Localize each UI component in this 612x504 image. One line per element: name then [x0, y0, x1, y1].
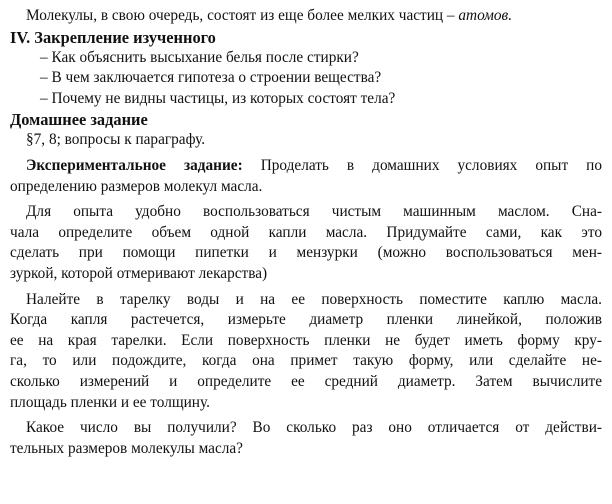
paragraph-line: ее на края тарелки. Если поверхность пленки не будет иметь форму кру- — [10, 331, 602, 349]
intro-sentence — [10, 6, 602, 27]
experiment-task — [10, 156, 602, 197]
intro-text: Молекулы, в свою очередь, состоят из еще более мелких частиц – — [26, 7, 459, 24]
review-questions-list — [10, 48, 602, 110]
experiment-lead: Экспериментальное задание: — [26, 156, 243, 174]
paragraph-line: Когда капля растечется, измерьте диаметр пленки линейкой, положив — [10, 311, 602, 329]
review-question: – Почему не видны частицы, из которых состоят тела? — [40, 89, 396, 107]
paragraph-line: Какое число вы получили? Во сколько раз оно отличается от действи- — [26, 419, 602, 437]
homework-title: Домашнее задание — [10, 110, 148, 130]
experiment-line: определению размеров молекул масла. — [10, 177, 263, 195]
paragraph-line: чала определите объем одной капли масла. Придумайте сами, как это — [10, 223, 602, 241]
paragraph-line: Для опыта удобно воспользоваться чистым машинным маслом. Сна- — [26, 203, 602, 221]
paragraph-line: тельных размеров молекулы масла? — [10, 439, 243, 457]
homework-text: §7, 8; вопросы к параграфу. — [26, 131, 206, 149]
review-question: – Как объяснить высыхание белья после стирки? — [40, 48, 359, 66]
experiment-line — [10, 156, 602, 177]
experiment-line-text: Проделать в домашних условиях опыт по — [242, 156, 603, 174]
paragraph-line: зуркой, которой отмеривают лекарства) — [10, 264, 268, 282]
paragraph-line: Налейте в тарелку воды и на ее поверхность поместите каплю масла. — [26, 290, 602, 308]
section-title: IV. Закрепление изученного — [10, 27, 216, 47]
paragraph-question — [10, 418, 602, 459]
paragraph-line: сделать при помощи пипетки и мензурки (можно воспользоваться мен- — [10, 244, 602, 262]
paragraph-line: сколько измерений и определите ее средний диаметр. Затем вычислите — [10, 372, 602, 390]
paragraph-line: площадь пленки и ее толщину. — [10, 393, 210, 411]
paragraph-line: га, то или подождите, когда она примет такую форму, или сделайте не- — [10, 352, 602, 370]
intro-italic-term: атомов. — [458, 7, 513, 24]
paragraph-oil-volume — [10, 202, 602, 284]
review-question: – В чем заключается гипотеза о строении вещества? — [40, 69, 382, 87]
paragraph-film-measure — [10, 290, 602, 414]
